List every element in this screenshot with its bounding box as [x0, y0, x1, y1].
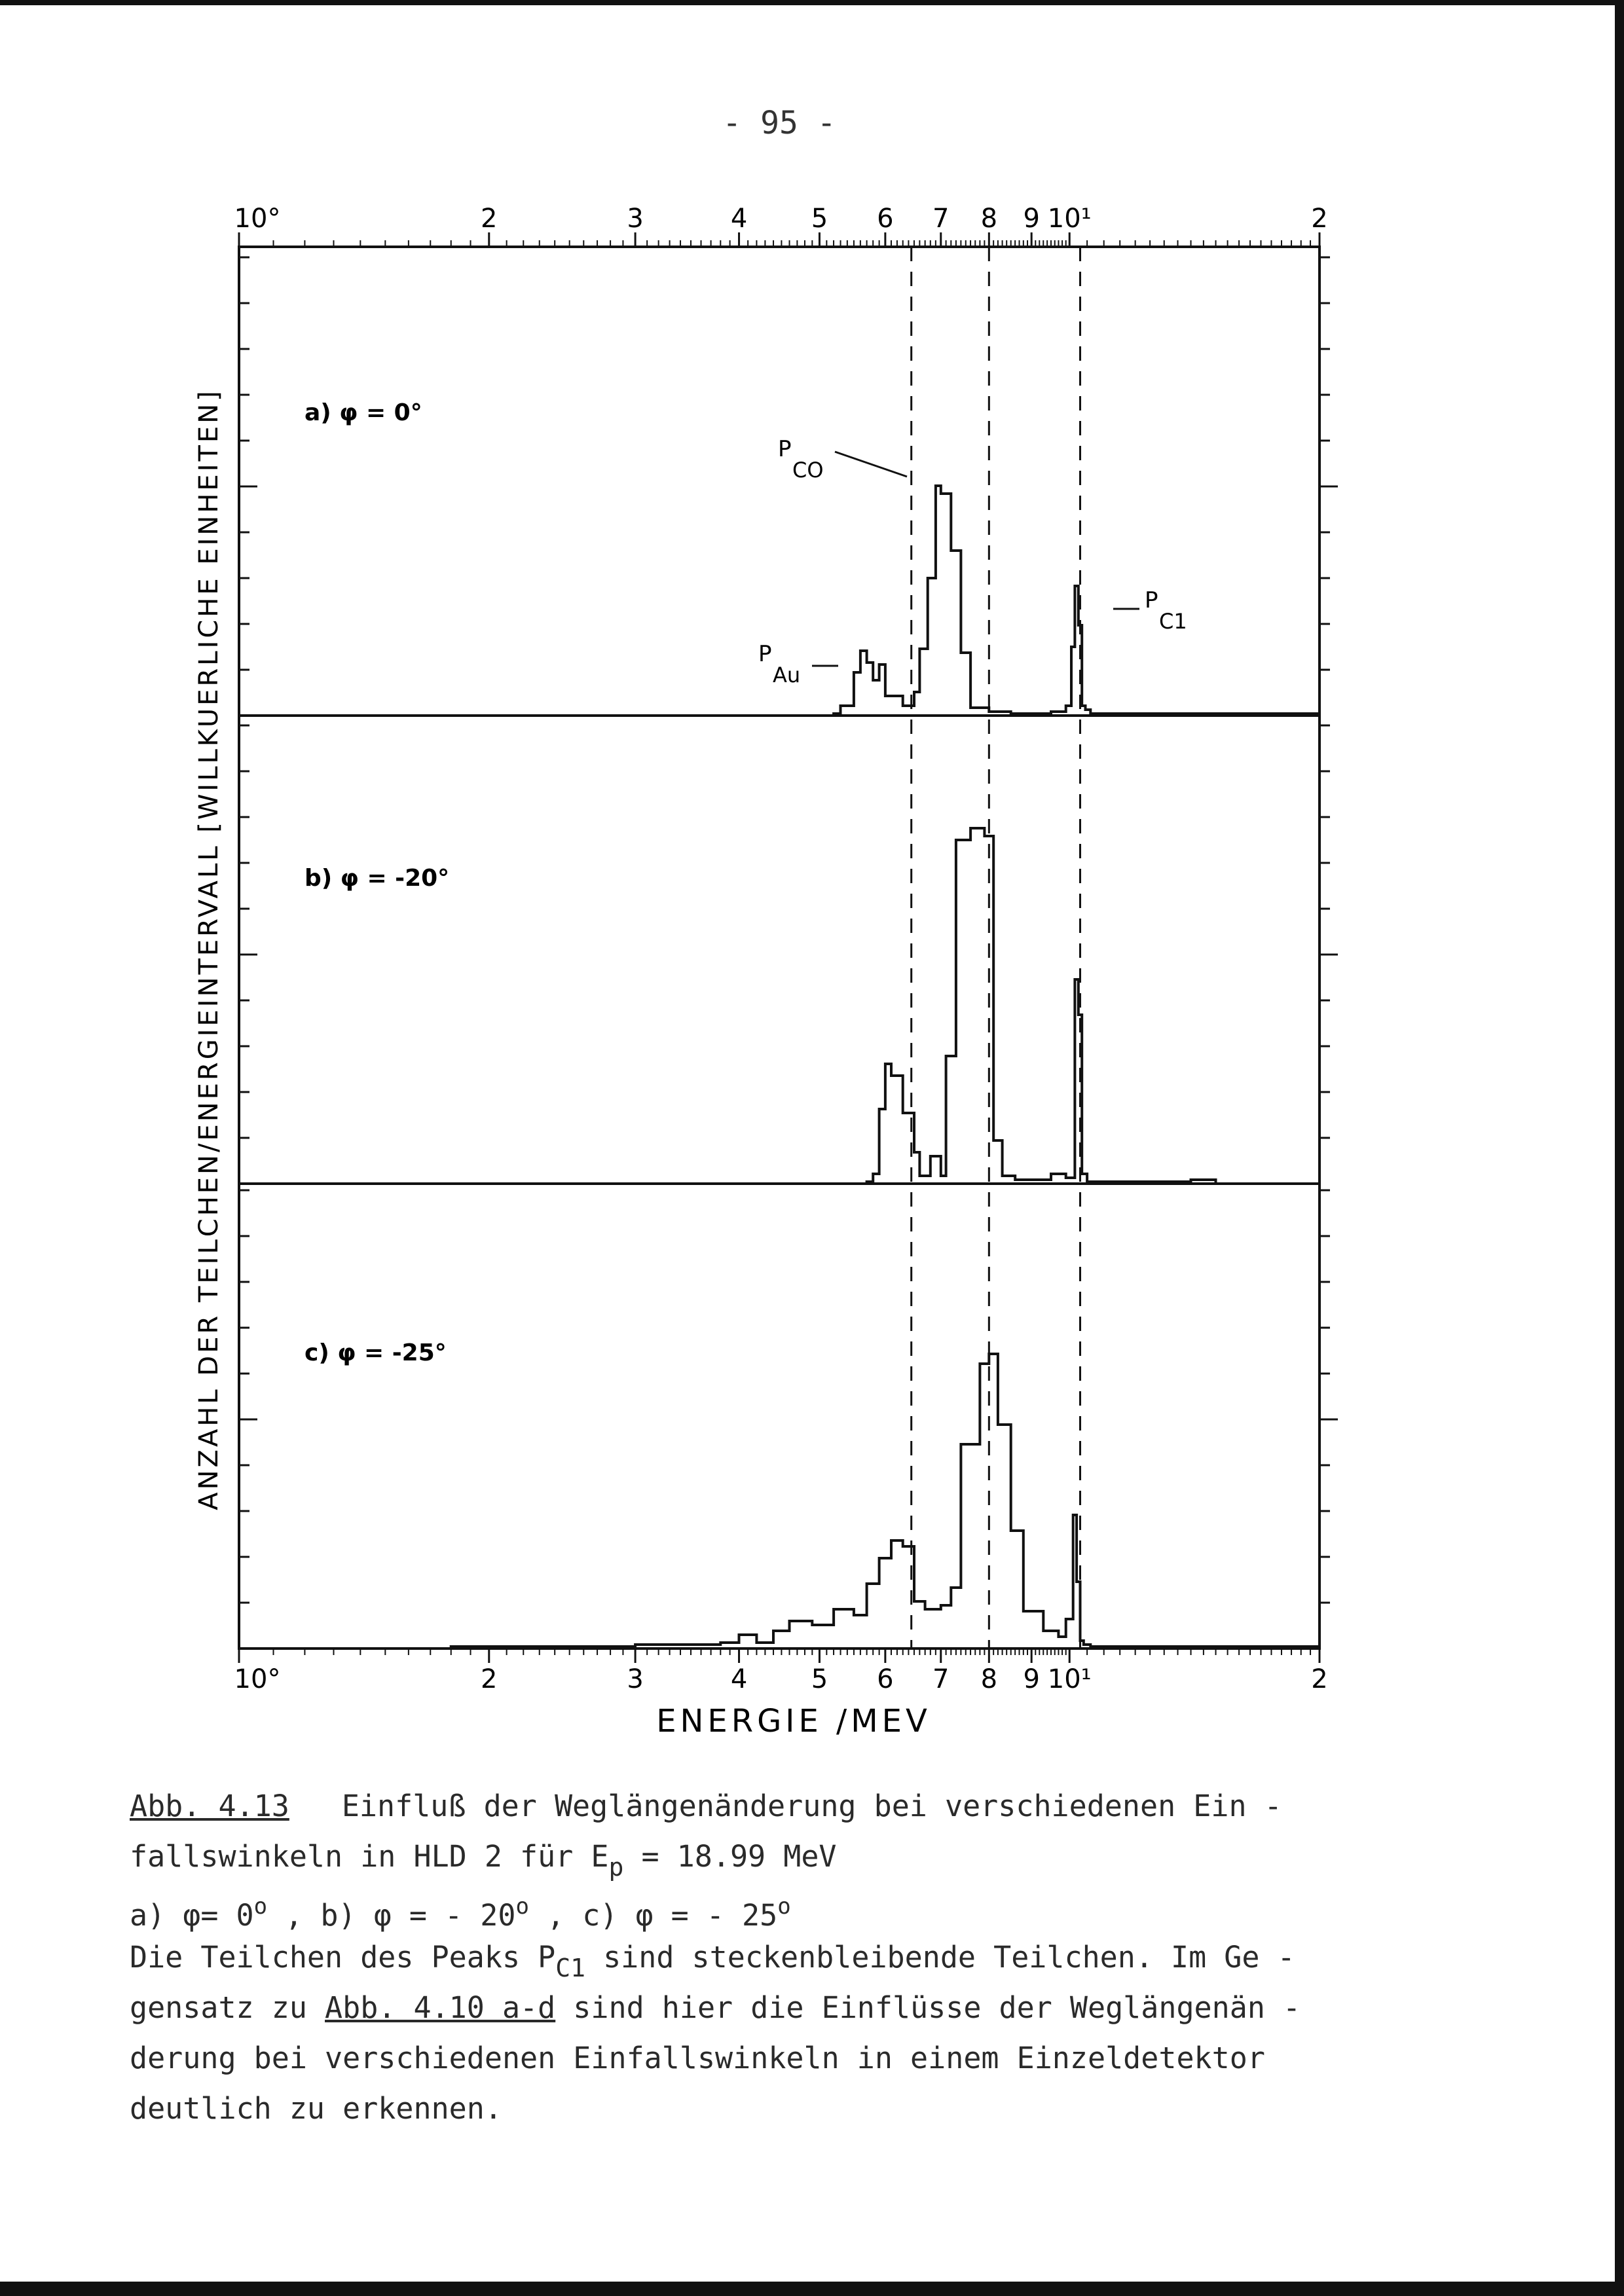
bottom-tick-label: 8 [980, 1664, 998, 1694]
peak-pointer-pco [835, 452, 907, 477]
peak-label-pau [758, 641, 800, 687]
y-axis-title: ANZAHL DER TEILCHEN/ENERGIEINTERVALL [WILLKUERLICHE EINHEITEN] [194, 388, 224, 1510]
caption-line-6: derung bei verschiedenen Einfallswinkeln in einem Einzeldetektor [130, 2041, 1265, 2075]
peak-label-pco [778, 436, 824, 483]
bottom-tick-label: 10¹ [1047, 1664, 1092, 1694]
top-tick-label: 10¹ [1047, 204, 1092, 234]
bottom-tick-label: 6 [877, 1664, 894, 1694]
top-tick-label: 9 [1023, 204, 1040, 234]
caption-line-7: deutlich zu erkennen. [130, 2091, 502, 2126]
top-tick-label: 2 [481, 204, 498, 234]
top-tick-label: 7 [932, 204, 950, 234]
panel-label: a) φ = 0° [304, 399, 422, 426]
bottom-tick-label: 10° [234, 1664, 281, 1694]
bottom-tick-label: 9 [1023, 1664, 1040, 1694]
caption-line-3: a) $\varphi= 0^o$ , b) φ = - 20$^o$ , c) φ = - 25$^o$ [130, 1893, 791, 1933]
caption-line-4: Die Teilchen des Peaks $P_{C1}$ sind steckenbleibende Teilchen. Im Ge - [130, 1940, 1295, 1982]
top-tick-label: 2 [1311, 204, 1328, 234]
bottom-tick-label: 2 [481, 1664, 498, 1694]
top-tick-label: 6 [877, 204, 894, 234]
top-tick-label: 5 [811, 204, 828, 234]
panel-label: c) φ = -25° [304, 1339, 447, 1366]
top-tick-label: 10° [234, 204, 281, 234]
panel-label: b) φ = -20° [304, 865, 450, 892]
page-number: - 95 - [722, 105, 836, 141]
peak-label-sub: CO [792, 458, 824, 483]
peak-label-sub: Au [773, 663, 801, 687]
x-axis-title: ENERGIE /MEV [656, 1703, 931, 1740]
peak-label-main: P [1145, 587, 1158, 613]
scan-border-bottom [0, 2282, 1624, 2296]
reference-lines [912, 247, 1080, 1649]
top-tick-label: 8 [980, 204, 998, 234]
bottom-tick-label: 2 [1311, 1664, 1328, 1694]
caption-line-2: fallswinkeln in HLD 2 für $E_p = 18.99$ MeV [130, 1839, 837, 1882]
spectrum-series [239, 1354, 1320, 1649]
bottom-tick-label: 3 [627, 1664, 644, 1694]
top-tick-label: 4 [730, 204, 748, 234]
top-tick-label: 3 [627, 204, 644, 234]
bottom-tick-label: 7 [932, 1664, 950, 1694]
caption-figure-reference: Abb. 4.10 a-d [325, 1990, 556, 2025]
figure-caption [130, 1781, 1479, 2134]
caption-line-1: Abb. 4.13 Einfluß der Weglängenänderung bei verschiedenen Ein - [130, 1789, 1282, 1823]
bottom-tick-label: 4 [730, 1664, 748, 1694]
caption-line-5: gensatz zu Abb. 4.10 a-d sind hier die Einflüsse der Weglängenän - [130, 1990, 1301, 2025]
caption-figure-label: Abb. 4.13 [130, 1789, 289, 1823]
peak-label-pc1 [1145, 587, 1187, 634]
bottom-tick-label: 5 [811, 1664, 828, 1694]
figure-labels [194, 204, 1328, 1740]
peak-label-sub: C1 [1159, 609, 1187, 634]
spectra [239, 486, 1320, 1649]
peak-label-main: P [778, 436, 792, 462]
peak-label-main: P [758, 641, 772, 667]
